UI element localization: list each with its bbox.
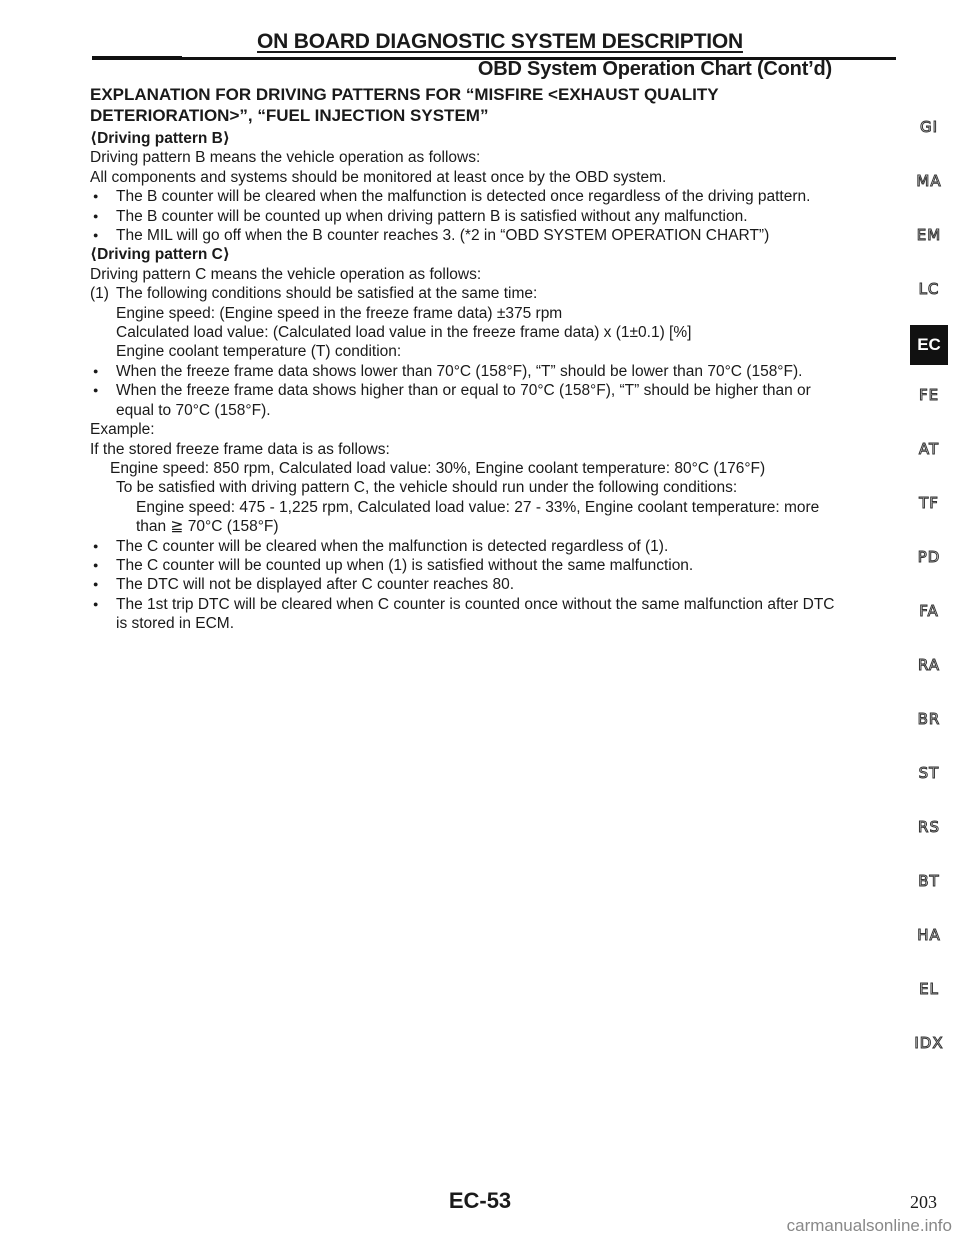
page-subtitle: OBD System Operation Chart (Cont’d)	[477, 58, 832, 80]
side-tab-el[interactable]: EL	[919, 980, 939, 998]
side-tab-st[interactable]: ST	[918, 764, 940, 782]
side-tab-ma[interactable]: MA	[916, 172, 942, 190]
pattern-c-bullet-4: ● The 1st trip DTC will be cleared when C counter is counted once without the same malfunction after DTC	[90, 595, 902, 614]
watermark: carmanualsonline.info	[786, 1216, 952, 1235]
side-tab-fe[interactable]: FE	[918, 386, 940, 404]
side-tab-bt[interactable]: BT	[918, 872, 940, 890]
side-tab-fa[interactable]: FA	[919, 602, 939, 620]
pattern-c-item-1	[90, 284, 902, 303]
page-code: EC-53	[448, 1188, 512, 1213]
side-tab-ra[interactable]: RA	[917, 656, 941, 674]
page-number: 203	[910, 1192, 937, 1212]
side-tab-ha[interactable]: HA	[917, 926, 941, 944]
coolant-condition: Engine coolant temperature (T) condition:	[116, 343, 402, 361]
item-text: The following conditions should be satisfied at the same time:	[116, 285, 538, 303]
pattern-b-bullet-1: ● The B counter will be cleared when the malfunction is detected once regardless of the driving pattern.	[90, 187, 902, 206]
side-tab-br[interactable]: BR	[917, 710, 941, 728]
calc-load-condition: Calculated load value: (Calculated load value in the freeze frame data) x (1±0.1) [%]	[116, 324, 692, 342]
pattern-c-bullet-4-cont: is stored in ECM.	[116, 615, 235, 633]
coolant-bullet-lower: ● When the freeze frame data shows lower than 70°C (158°F), “T” should be lower than 70°C (158°F).	[90, 362, 902, 381]
side-tab-rs[interactable]: RS	[918, 818, 940, 836]
side-tab-idx[interactable]: IDX	[914, 1034, 944, 1052]
pattern-c-heading: ⟨Driving pattern C⟩	[90, 246, 230, 264]
explanation-heading-1: EXPLANATION FOR DRIVING PATTERNS FOR “MISFIRE <EXHAUST QUALITY	[90, 85, 719, 104]
to-satisfy-text: To be satisfied with driving pattern C, the vehicle should run under the following conditions:	[116, 479, 738, 497]
pattern-b-heading: ⟨Driving pattern B⟩	[90, 130, 230, 147]
page-title: ON BOARD DIAGNOSTIC SYSTEM DESCRIPTION	[257, 30, 743, 53]
example-label: Example:	[90, 421, 155, 439]
condition-line-2: than ≧ 70°C (158°F)	[136, 518, 279, 536]
content-body	[90, 84, 902, 634]
side-tab-lc[interactable]: LC	[918, 280, 940, 298]
pattern-b-intro: Driving pattern B means the vehicle operation as follows:	[90, 149, 481, 167]
side-tab-gi[interactable]: GI	[919, 118, 939, 136]
pattern-c-bullet-3: ● The DTC will not be displayed after C counter reaches 80.	[90, 575, 902, 594]
stored-data-values: Engine speed: 850 rpm, Calculated load value: 30%, Engine coolant temperature: 80°C (176°F)	[110, 459, 766, 477]
pattern-c-intro: Driving pattern C means the vehicle operation as follows:	[90, 265, 482, 283]
pattern-b-bullet-3: ● The MIL will go off when the B counter reaches 3. (*2 in “OBD SYSTEM OPERATION CHART”)	[90, 226, 902, 245]
item-number: (1)	[90, 285, 109, 303]
side-tab-pd[interactable]: PD	[917, 548, 941, 566]
pattern-c-bullet-1: ● The C counter will be cleared when the malfunction is detected regardless of (1).	[90, 537, 902, 556]
coolant-bullet-higher: ● When the freeze frame data shows higher than or equal to 70°C (158°F), “T” should be higher than or	[90, 381, 902, 400]
coolant-bullet-higher-cont: equal to 70°C (158°F).	[116, 401, 271, 419]
pattern-b-bullet-2: ● The B counter will be counted up when driving pattern B is satisfied without any malfunction.	[90, 207, 902, 226]
stored-data-intro: If the stored freeze frame data is as follows:	[90, 440, 390, 458]
pattern-b-all-components: All components and systems should be monitored at least once by the OBD system.	[90, 168, 667, 186]
side-tab-em[interactable]: EM	[916, 226, 942, 244]
explanation-heading-2: DETERIORATION>”, “FUEL INJECTION SYSTEM”	[90, 106, 489, 125]
pattern-c-bullet-2: ● The C counter will be counted up when (1) is satisfied without the same malfunction.	[90, 556, 902, 575]
condition-line-1: Engine speed: 475 - 1,225 rpm, Calculated load value: 27 - 33%, Engine coolant temperature: more	[136, 498, 820, 516]
side-tab-tf[interactable]: TF	[919, 494, 939, 512]
engine-speed-condition: Engine speed: (Engine speed in the freeze frame data) ±375 rpm	[116, 304, 563, 322]
side-tab-ec-active[interactable]: EC	[910, 325, 948, 365]
side-tab-at[interactable]: AT	[918, 440, 940, 458]
